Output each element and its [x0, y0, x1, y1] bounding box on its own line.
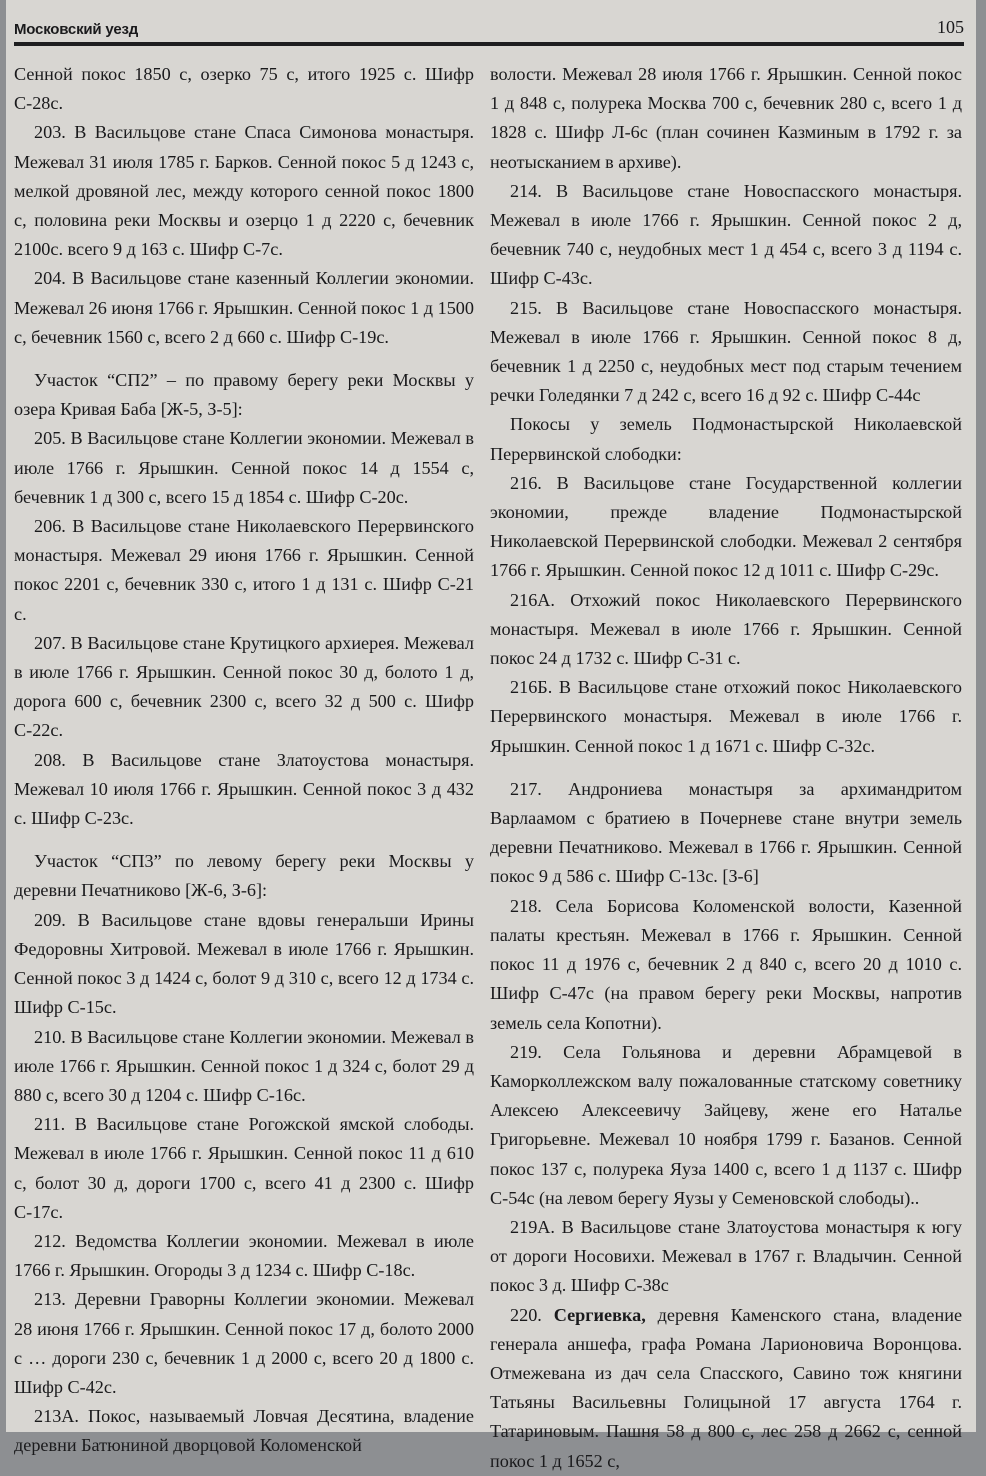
- entry-text: деревня Каменского стана, владение генерала аншефа, графа Романа Ларионовича Воронцова. Отмежевана из дач села Спасского, Савино тож княгини Татьяны Васильевны Голицыной 17 августа 1764 г. Татариновым. Пашня 58 д 800 с, лес 258 д 2662 с, сенной покос 1 д 1652 с,: [490, 1304, 963, 1471]
- paragraph: 203. В Васильцове стане Спаса Симонова монастыря. Межевал 31 июля 1785 г. Барков. Сенной покос 5 д 1243 с, мелкой дровяной лес, между которого сенной покос 1800 с, половина реки Москвы и озерцо 1 д 2220 с, бечевник 2100с. всего 9 д 163 с. Шифр С-7с.: [14, 122, 474, 260]
- paragraph: Участок “СП3” по левому берегу реки Москвы у деревни Печатниково [Ж-6, З-6]:: [14, 851, 474, 901]
- paragraph: 219. Села Гольянова и деревни Абрамцевой в Каморколлежском валу пожалованные статскому советнику Алексею Алексеевичу Зайцеву, жене его Наталье Григорьевне. Межевал 10 ноября 1799 г. Базанов. Сенной покос 137 с, полурека Яуза 1400 с, всего 1 д 1137 с. Шифр С-54с (на левом берегу Яузы у Семеновской слободы)..: [490, 1041, 962, 1208]
- paragraph: 213. Деревни Граворны Коллегии экономии. Межевал 28 июня 1766 г. Ярышкин. Сенной покос 17 д, болото 2000 с … дороги 230 с, бечевник 1 д 2000 с, всего 20 д 1800 с. Шифр С-42с.: [14, 1289, 474, 1397]
- paragraph: Покосы у земель Подмонастырской Николаевской Перервинской слободки:: [490, 414, 962, 464]
- paragraph: 218. Села Борисова Коломенской волости, Казенной палаты крестьян. Межевал в 1766 г. Ярышкин. Сенной покос 11 д 1976 с, бечевник 2 д 840 с, всего 20 д 1010 с. Шифр С-47с (на правом берегу реки Москвы, напротив земель села Копотни).: [490, 895, 962, 1033]
- left-column: [14, 60, 474, 1461]
- entry-number: 220.: [510, 1304, 542, 1325]
- paragraph: 209. В Васильцове стане вдовы генеральши Ирины Федоровны Хитровой. Межевал в июле 1766 г. Ярышкин. Сенной покос 3 д 1424 с, болот 9 д 310 с, всего 12 д 1734 с. Шифр С-15с.: [14, 909, 474, 1018]
- running-header: [14, 14, 964, 46]
- paragraph: 216. В Васильцове стане Государственной коллегии экономии, прежде владение Подмонастырской Николаевской Перервинской слободки. Межевал 2 сентября 1766 г. Ярышкин. Сенной покос 12 д 1011 с. Шифр С-29с.: [490, 472, 962, 581]
- paragraph: 213А. Покос, называемый Ловчая Десятина, владение деревни Батюниной дворцовой Коломенской: [14, 1406, 474, 1456]
- paragraph: 208. В Васильцове стане Златоустова монастыря. Межевал 10 июля 1766 г. Ярышкин. Сенной покос 3 д 432 с. Шифр С-23с.: [14, 749, 474, 829]
- paragraph: 214. В Васильцове стане Новоспасского монастыря. Межевал в июле 1766 г. Ярышкин. Сенной покос 2 д, бечевник 740 с, неудобных мест 1 д 454 с, всего 3 д 1194 с. Шифр С-43с.: [490, 180, 962, 289]
- paragraph: 219А. В Васильцове стане Златоустова монастыря к югу от дороги Носовихи. Межевал в 1767 г. Владычин. Сенной покос 3 д. Шифр С-38с: [490, 1216, 962, 1296]
- paragraph: 204. В Васильцове стане казенный Коллегии экономии. Межевал 26 июня 1766 г. Ярышкин. Сенной покос 1 д 1500 с, бечевник 1560 с, всего 2 д 660 с. Шифр С-19с.: [14, 268, 474, 347]
- section-title: Московский уезд: [14, 21, 139, 38]
- entry-name: Сергиевка,: [553, 1304, 646, 1325]
- page-number: 105: [937, 17, 964, 37]
- paragraph: 205. В Васильцове стане Коллегии экономии. Межевал в июле 1766 г. Ярышкин. Сенной покос 14 д 1554 с, бечевник 1 д 300 с, всего 15 д 1854 с. Шифр С-20с.: [14, 428, 474, 507]
- paragraph: Участок “СП2” – по правому берегу реки Москвы у озера Кривая Баба [Ж-5, З-5]:: [14, 370, 474, 420]
- paragraph: Сенной покос 1850 с, озерко 75 с, итого 1925 с. Шифр С-28с.: [14, 64, 474, 114]
- paragraph: 207. В Васильцове стане Крутицкого архиерея. Межевал в июле 1766 г. Ярышкин. Сенной покос 30 д, болото 1 д, дорога 600 с, бечевник 2300 с, всего 32 д 500 с. Шифр С-22с.: [14, 632, 474, 741]
- entry-220: [490, 1301, 962, 1476]
- paragraph: 217. Андрониева монастыря за архимандритом Варлаамом с братиею в Почерневе стане внутри земель деревни Печатниково. Межевал в 1766 г. Ярышкин. Сенной покос 9 д 586 с. Шифр С-13с. [З-6]: [490, 778, 962, 887]
- paragraph: волости. Межевал 28 июля 1766 г. Ярышкин. Сенной покос 1 д 848 с, полурека Москва 700 с, бечевник 280 с, всего 1 д 1828 с. Шифр Л-6с (план сочинен Казминым в 1792 г. за неотысканием в архиве).: [490, 64, 962, 172]
- paragraph: 216Б. В Васильцове стане отхожий покос Николаевского Перервинского монастыря. Межевал в июле 1766 г. Ярышкин. Сенной покос 1 д 1671 с. Шифр С-32с.: [490, 677, 962, 756]
- right-column: [490, 60, 962, 1476]
- paragraph: 210. В Васильцове стане Коллегии экономии. Межевал в июле 1766 г. Ярышкин. Сенной покос 1 д 324 с, болот 29 д 880 с, всего 30 д 1204 с. Шифр С-16с.: [14, 1026, 474, 1105]
- paragraph: 211. В Васильцове стане Рогожской ямской слободы. Межевал в июле 1766 г. Ярышкин. Сенной покос 11 д 610 с, болот 30 д, дороги 1700 с, всего 41 д 2300 с. Шифр С-17с.: [14, 1114, 474, 1222]
- book-page: [6, 0, 976, 1471]
- paragraph: 215. В Васильцове стане Новоспасского монастыря. Межевал в июле 1766 г. Ярышкин. Сенной покос 8 д, бечевник 1 д 2250 с, неудобных мест под старым течением речки Голедянки 7 д 242 с, всего 16 д 92 с. Шифр С-44с: [490, 297, 962, 406]
- paragraph: 212. Ведомства Коллегии экономии. Межевал в июле 1766 г. Ярышкин. Огороды 3 д 1234 с. Шифр С-18с.: [14, 1230, 474, 1281]
- paragraph: 216А. Отхожий покос Николаевского Перервинского монастыря. Межевал в июле 1766 г. Ярышкин. Сенной покос 24 д 1732 с. Шифр С-31 с.: [490, 589, 962, 669]
- paragraph: 206. В Васильцове стане Николаевского Перервинского монастыря. Межевал 29 июня 1766 г. Ярышкин. Сенной покос 2201 с, бечевник 330 с, итого 1 д 131 с. Шифр С-21 с.: [14, 516, 474, 624]
